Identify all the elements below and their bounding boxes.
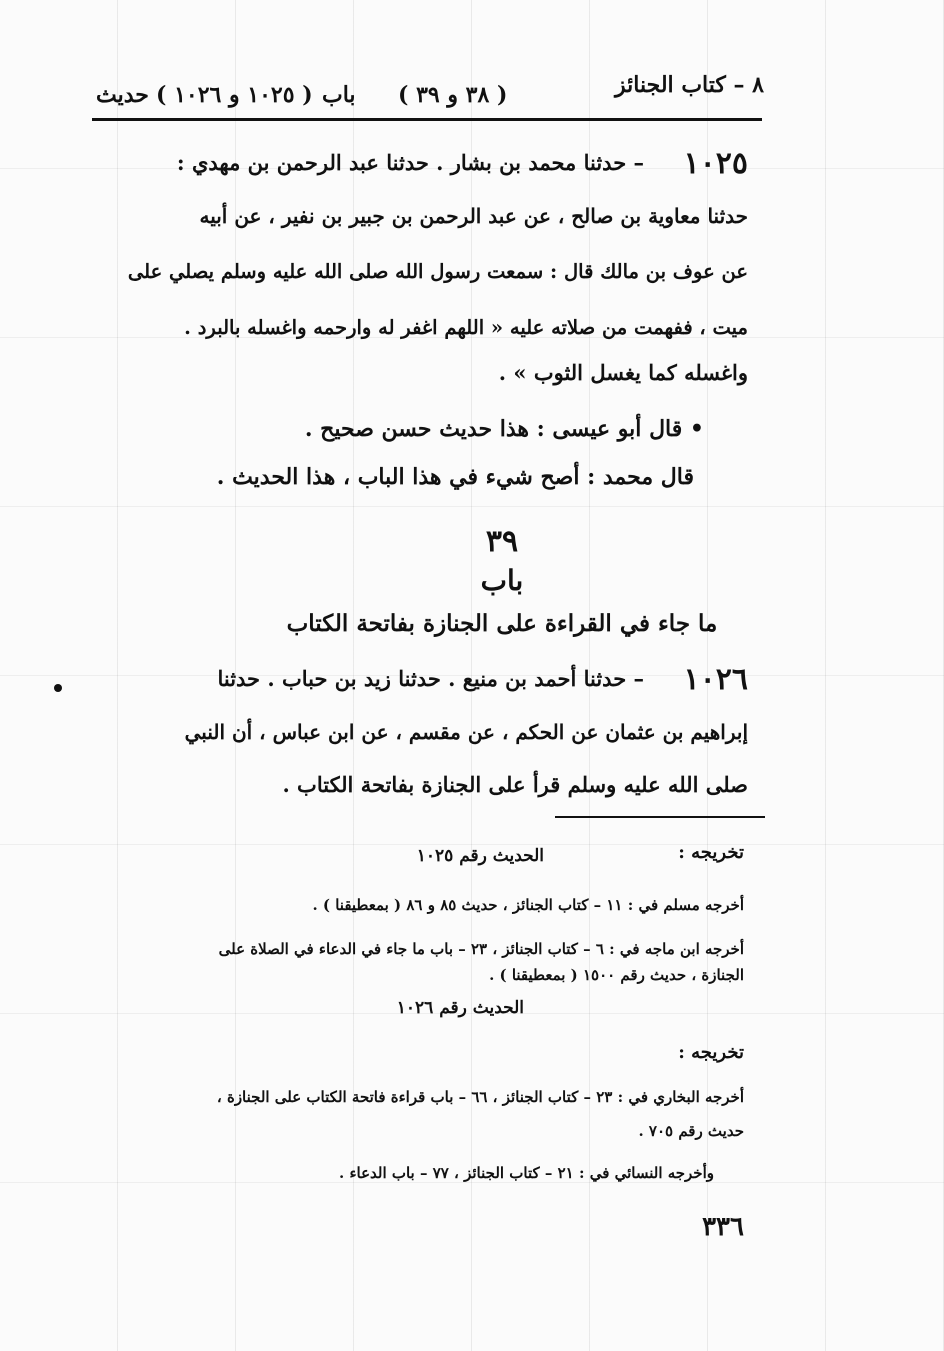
header-hadith-range: ( ١٠٢٥ و ١٠٢٦ )	[156, 82, 313, 108]
hadith-1025-line-5: واغسله كما يغسل الثوب » .	[498, 360, 748, 385]
hadith-1026-line-3: صلى الله عليه وسلم قرأ على الجنازة بفاتحة الكتاب .	[282, 772, 748, 797]
takhrij-label-1: تخريجه :	[678, 842, 744, 863]
footnote-1025-line-3: الجنازة ، حديث رقم ١٥٠٠ ( بمعطيقنا ) .	[489, 966, 744, 984]
header-bab-word: باب	[322, 82, 356, 108]
chapter-title: ما جاء في القراءة على الجنازة بفاتحة الكتاب	[286, 610, 718, 637]
muhammad-comment: قال محمد : أصح شيء في هذا الباب ، هذا الحديث .	[216, 464, 694, 490]
hadith-1025-line-1: – حدثنا محمد بن بشار . حدثنا عبد الرحمن بن مهدي :	[176, 150, 644, 175]
margin-dot	[54, 684, 62, 692]
page-number: ٣٣٦	[702, 1212, 744, 1242]
footnote-heading-1025: الحديث رقم ١٠٢٥	[416, 846, 544, 866]
hadith-1026-line-1: – حدثنا أحمد بن منيع . حدثنا زيد بن حباب . حدثنا	[217, 666, 644, 691]
hadith-number-1026: ١٠٢٦	[683, 662, 748, 697]
takhrij-label-2: تخريجه :	[678, 1042, 744, 1063]
footnote-1025-line-2: أخرجه ابن ماجه في : ٦ – كتاب الجنائز ، ٢٣ – باب ما جاء في الدعاء في الصلاة على	[218, 940, 744, 958]
footnote-rule	[555, 816, 765, 818]
footnote-1026-line-1: أخرجه البخاري في : ٢٣ – كتاب الجنائز ، ٦٦ – باب قراءة فاتحة الكتاب على الجنازة ،	[216, 1088, 744, 1106]
header-bab-range: ( ٣٨ و ٣٩ )	[398, 82, 508, 108]
footnote-1026-line-2: حديث رقم ٧٠٥ .	[638, 1122, 744, 1140]
footnote-1025-line-1: أخرجه مسلم في : ١١ – كتاب الجنائز ، حديث ٨٥ و ٨٦ ( بمعطيقنا ) .	[312, 896, 744, 914]
hadith-1025-line-3: عن عوف بن مالك قال : سمعت رسول الله صلى الله عليه وسلم يصلي على	[127, 260, 748, 283]
hadith-1026-line-2: إبراهيم بن عثمان عن الحكم ، عن مقسم ، عن ابن عباس ، أن النبي	[184, 720, 748, 744]
abu-isa-comment: • قال أبو عيسى : هذا حديث حسن صحيح .	[304, 416, 704, 442]
chapter-label: باب	[480, 564, 524, 597]
header-book-title: ٨ – كتاب الجنائز	[615, 72, 764, 98]
hadith-number-1025: ١٠٢٥	[683, 146, 748, 181]
footnote-heading-1026: الحديث رقم ١٠٢٦	[396, 998, 524, 1018]
hadith-1025-line-4: ميت ، ففهمت من صلاته عليه « اللهم اغفر له وارحمه واغسله بالبرد .	[184, 316, 748, 339]
hadith-1025-line-2: حدثنا معاوية بن صالح ، عن عبد الرحمن بن جبير بن نفير ، عن أبيه	[199, 204, 748, 228]
header-left-word: حديث	[96, 82, 149, 108]
header-rule	[92, 118, 762, 121]
footnote-1026-line-3: وأخرجه النسائي في : ٢١ – كتاب الجنائز ، ٧٧ – باب الدعاء .	[339, 1164, 714, 1182]
chapter-number: ٣٩	[485, 524, 519, 559]
